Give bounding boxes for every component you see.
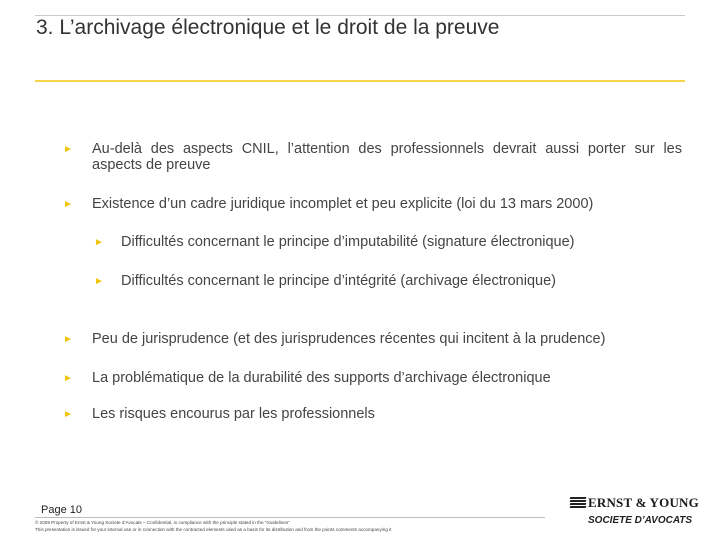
company-logo [570,495,699,535]
bullet-text: Au-delà des aspects CNIL, l’attention des professionnels devrait aussi porter sur les aspects de preuve [92,141,682,173]
title-underline [35,80,685,82]
bullet-text: Difficultés concernant le principe d’imputabilité (signature électronique) [121,234,575,250]
bullet-text: Existence d’un cadre juridique incomplet et peu explicite (loi du 13 mars 2000) [92,196,594,212]
bullet-arrow-icon: ► [94,237,104,248]
bullet-arrow-icon: ► [63,334,73,345]
slide-title: 3. L’archivage électronique et le droit de la preuve [36,16,500,39]
logo-bars-icon [570,497,586,509]
footer-disclaimer: This presentation is issued for your internal use or in connection with the contracted elements used as a basis for its distribution and from the points comments accompanying it [35,527,392,532]
logo-name: ERNST & YOUNG [588,495,699,510]
bullet-text: Peu de jurisprudence (et des jurisprudences récentes qui incitent à la prudence) [92,331,606,347]
bullet-arrow-icon: ► [94,276,104,287]
bullet-text: La problématique de la durabilité des supports d’archivage électronique [92,370,551,386]
footer-copyright: © 2009 Property of Ernst & Young Societe d’Avocats – Confidential, in compliance with the principle stated in the “Guidelines” [35,520,290,525]
bullet-text: Difficultés concernant le principe d’intégrité (archivage électronique) [121,273,556,289]
footer-divider [35,517,545,518]
logo-subtitle: SOCIETE D’AVOCATS [588,515,693,526]
bullet-arrow-icon: ► [63,199,73,210]
bullet-arrow-icon: ► [63,373,73,384]
bullet-text: Les risques encourus par les professionnels [92,406,375,422]
bullet-arrow-icon: ► [63,409,73,420]
bullet-arrow-icon: ► [63,144,73,155]
page-number: Page 10 [41,504,82,516]
